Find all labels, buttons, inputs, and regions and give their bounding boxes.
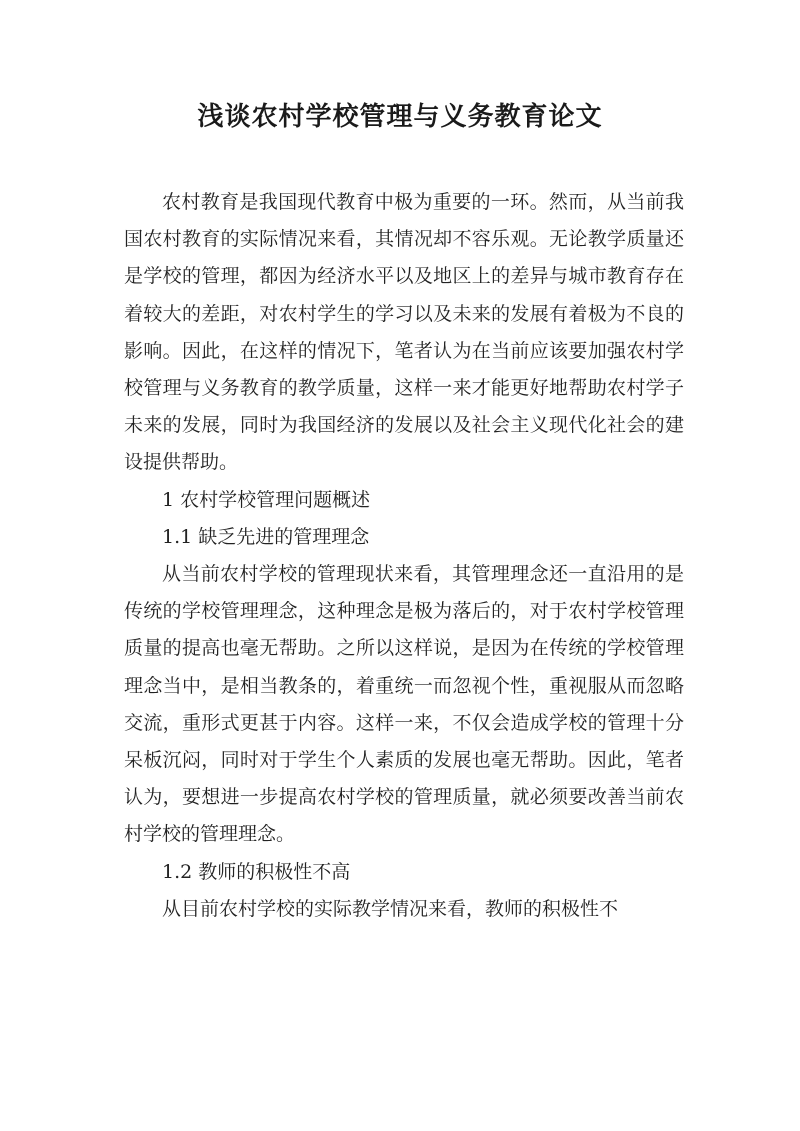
- paragraph-1-2: 从目前农村学校的实际教学情况来看，教师的积极性不: [162, 897, 619, 920]
- paragraph-1-1: 从当前农村学校的管理现状来看，其管理理念还一直沿用的是传统的学校管理理念，这种理念是极为落后的，对于农村学校管理质量的提高也毫无帮助。之所以这样说，是因为在传统的学校管理理念当中，是相当教条的，着重统一而忽视个性，重视服从而忽略交流，重形式更甚于内容。这样一来，不仅会造成学校的管理十分呆板沉闷，同时对于学生个人素质的发展也毫无帮助。因此，笔者认为，要想进一步提高农村学校的管理质量，就必须要改善当前农村学校的管理理念。: [124, 563, 684, 846]
- section-heading-1: 1 农村学校管理问题概述: [162, 488, 371, 511]
- subsection-heading-1-1: 1.1 缺乏先进的管理理念: [162, 525, 370, 548]
- subsection-heading-1-2: 1.2 教师的积极性不高: [162, 860, 351, 883]
- document-body: [124, 184, 684, 928]
- document-title: 浅谈农村学校管理与义务教育论文: [197, 102, 603, 132]
- paragraph-intro: 农村教育是我国现代教育中极为重要的一环。然而，从当前我国农村教育的实际情况来看，其情况却不容乐观。无论教学质量还是学校的管理，都因为经济水平以及地区上的差异与城市教育存在着较大的差距，对农村学生的学习以及未来的发展有着极为不良的影响。因此，在这样的情况下，笔者认为在当前应该要加强农村学校管理与义务教育的教学质量，这样一来才能更好地帮助农村学子未来的发展，同时为我国经济的发展以及社会主义现代化社会的建设提供帮助。: [124, 191, 684, 474]
